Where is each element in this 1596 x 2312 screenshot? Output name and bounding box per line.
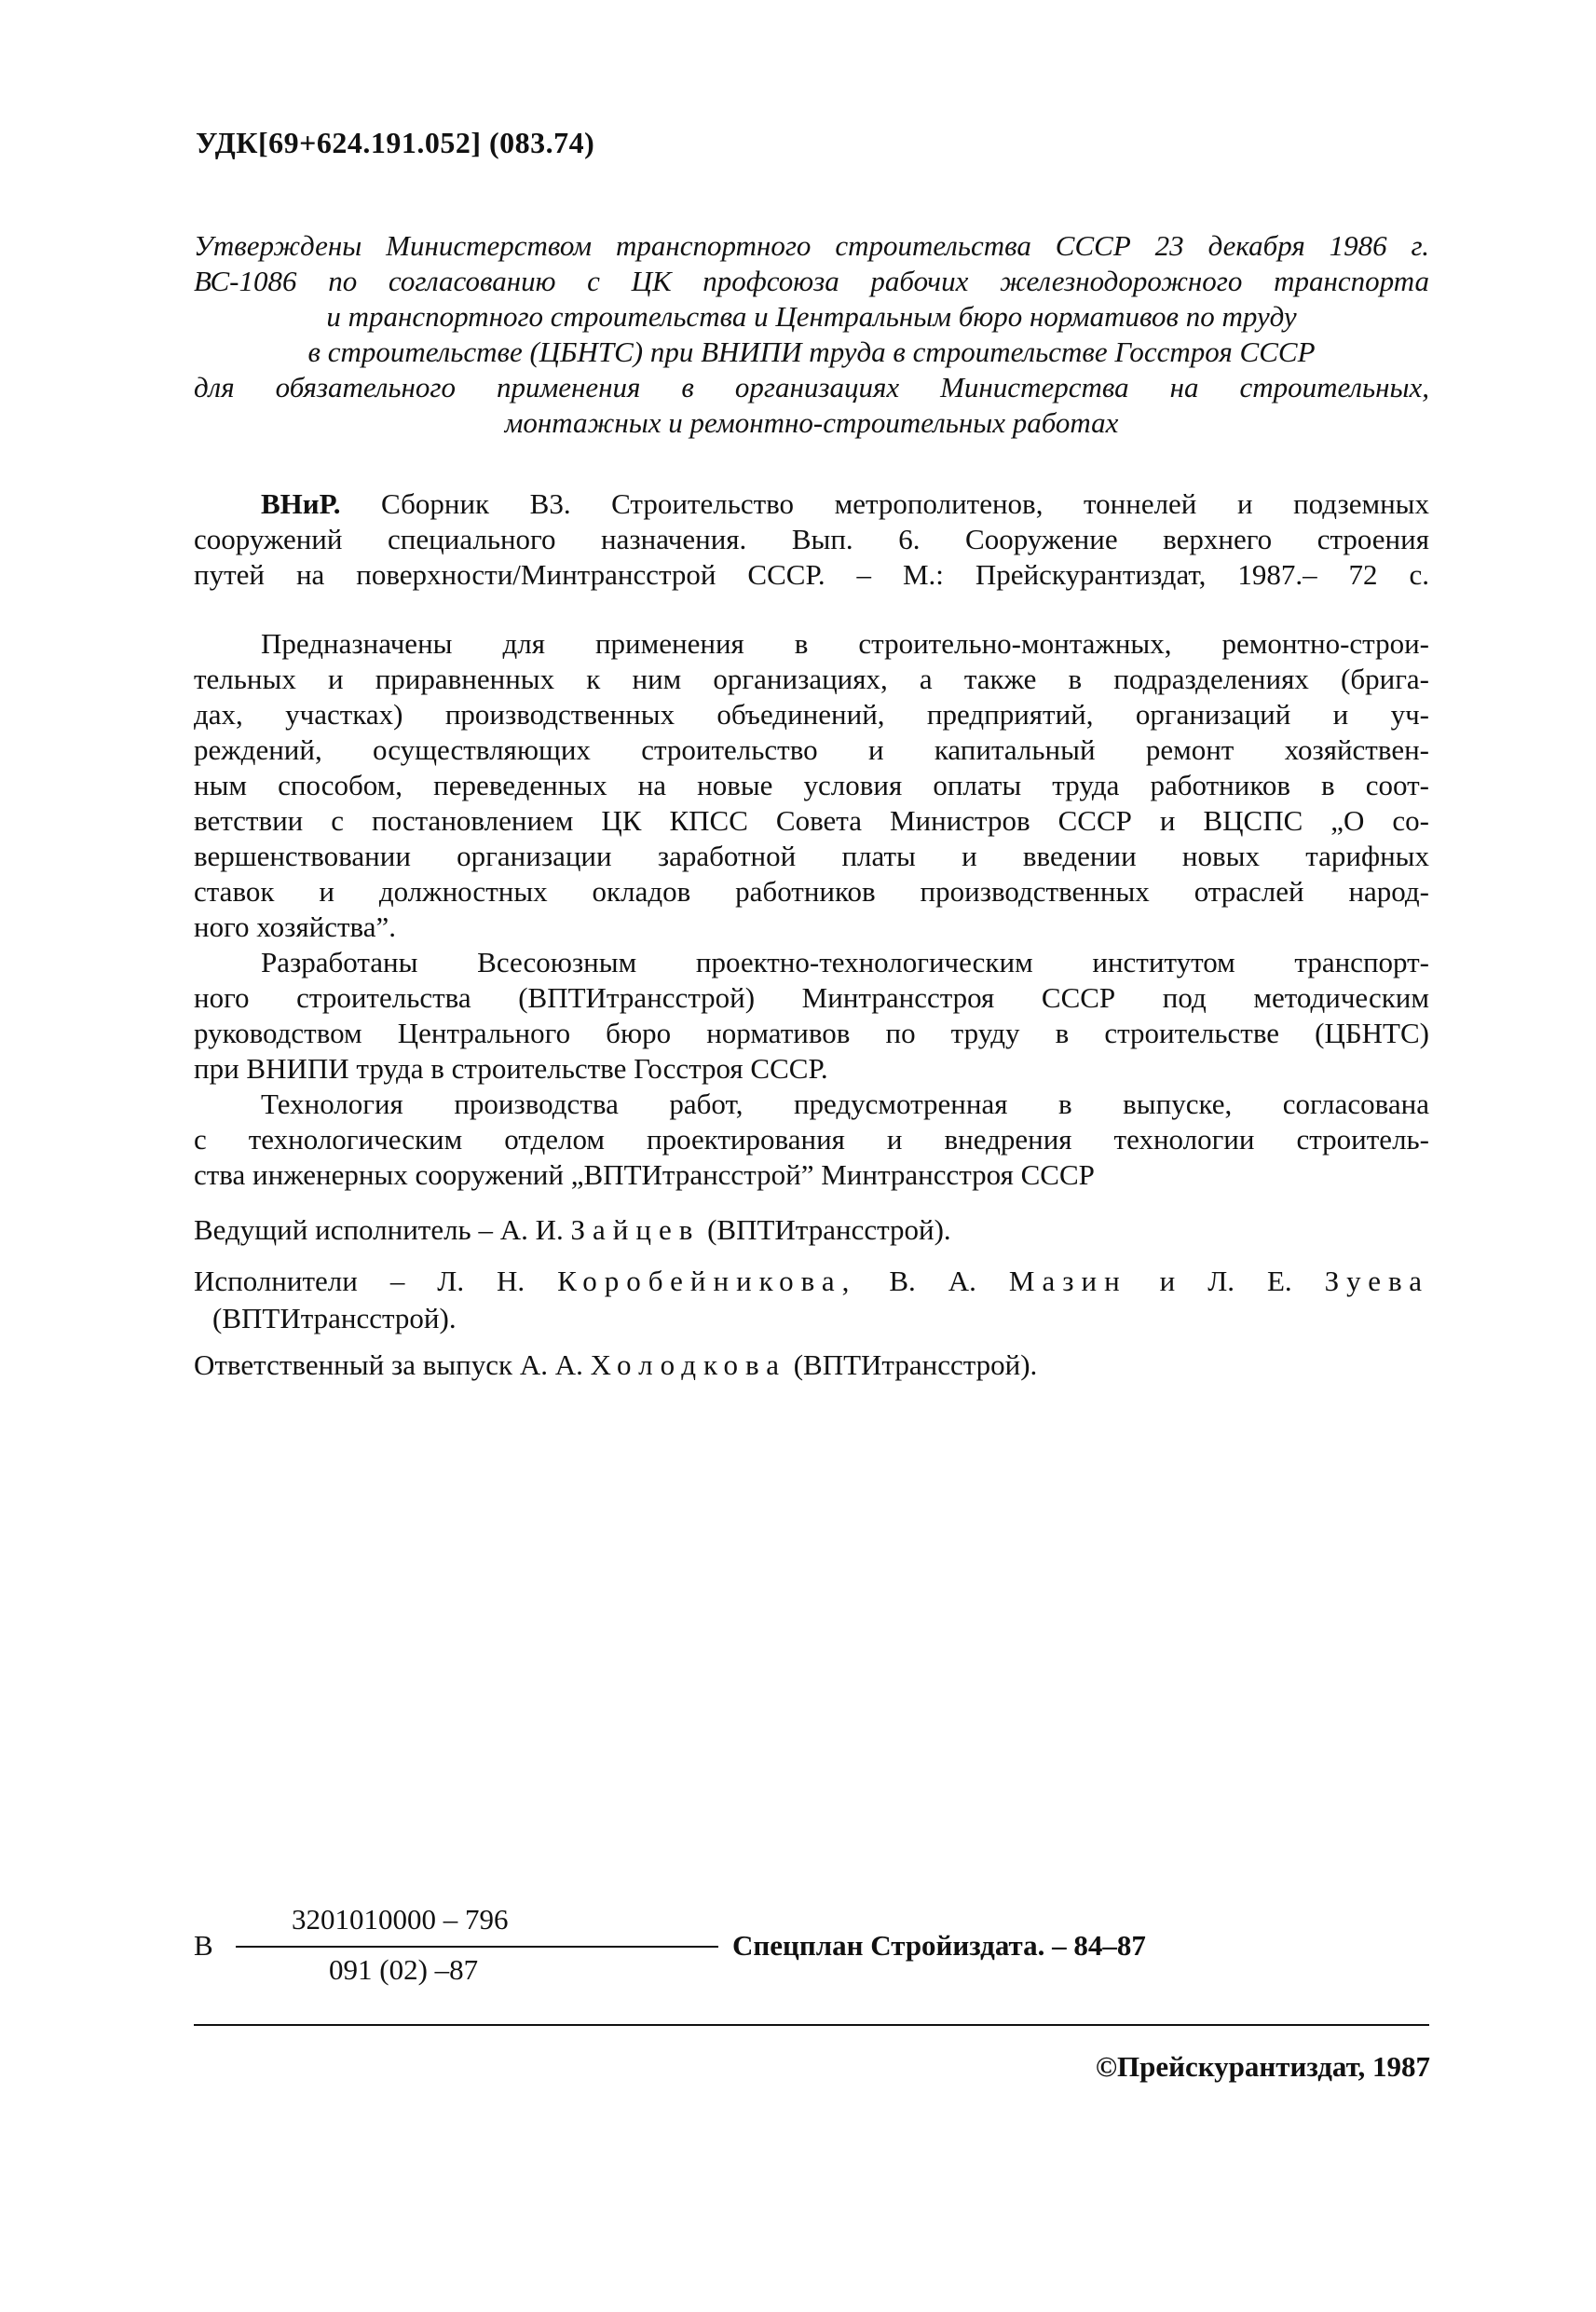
paragraph-line: с технологическим отделом проектирования и внедрения технологии строитель- — [194, 1123, 1429, 1156]
paragraph-line: Технология производства работ, предусмотренная в выпуске, согласована — [261, 1088, 1429, 1120]
paragraph-line: Разработаны Всесоюзным проектно-технологическим институтом транспорт- — [261, 946, 1429, 978]
credit-prefix: Ответственный за выпуск А. А. — [194, 1348, 591, 1381]
approval-line: в строительстве (ЦБНТС) при ВНИПИ труда в строительстве Госстроя СССР — [307, 335, 1316, 368]
catalog-denominator: 091 (02) –87 — [329, 1953, 479, 1986]
credit-initials: В. А. — [856, 1265, 1009, 1297]
catalog-letter: В — [194, 1929, 213, 1962]
person-name: Зуева — [1324, 1265, 1429, 1297]
approval-statement — [194, 228, 1429, 441]
person-name: Мазин — [1008, 1265, 1127, 1297]
paragraph-line: ства инженерных сооружений „ВПТИтрансстрой” Минтрансстроя СССР — [194, 1158, 1095, 1191]
paragraph-line: дах, участках) производственных объединений, предприятий, организаций и уч- — [194, 698, 1429, 731]
credit-line — [194, 1347, 1429, 1384]
footer-divider — [194, 2024, 1429, 2026]
person-name: Коробейникова, — [557, 1265, 857, 1297]
credit-line — [194, 1211, 1429, 1249]
credit-org: (ВПТИтрансстрой). — [212, 1302, 457, 1334]
bib-line: путей на поверхности/Минтрансстрой СССР. – М.: Прейскурантиздат, 1987.– 72 с. — [194, 558, 1429, 591]
person-name: Зайцев — [570, 1213, 701, 1246]
bibliographic-record — [194, 486, 1429, 593]
bib-lead: ВНиР. — [261, 487, 341, 520]
publishing-plan: Спецплан Стройиздата. – 84–87 — [732, 1929, 1146, 1962]
credit-org: (ВПТИтрансстрой). — [785, 1348, 1038, 1381]
credit-line — [194, 1263, 1429, 1300]
fraction-bar — [236, 1946, 718, 1948]
bib-line: сооружений специального назначения. Вып. 6. Сооружение верхнего строения — [194, 523, 1429, 555]
catalog-numerator: 3201010000 – 796 — [292, 1903, 509, 1936]
paragraph-line: ставок и должностных окладов работников производственных отраслей народ- — [194, 875, 1429, 908]
description-text — [194, 626, 1429, 1193]
responsible-editor — [194, 1347, 1429, 1384]
paragraph-line: руководством Центрального бюро нормативов по труду в строительстве (ЦБНТС) — [194, 1017, 1429, 1049]
paragraph-line: ного хозяйства”. — [194, 910, 396, 943]
paragraph-line: при ВНИПИ труда в строительстве Госстроя СССР. — [194, 1052, 828, 1085]
paragraph-line: ным способом, переведенных на новые условия оплаты труда работников в соот- — [194, 769, 1429, 801]
credit-prefix: Ведущий исполнитель – А. И. — [194, 1213, 571, 1246]
approval-line: для обязательного применения в организациях Министерства на строительных, — [194, 371, 1429, 404]
credit-initials: и Л. Е. — [1126, 1265, 1325, 1297]
paragraph-line: ного строительства (ВПТИтрансстрой) Минтрансстроя СССР под методическим — [194, 981, 1429, 1014]
copyright-notice: ©Прейскурантиздат, 1987 — [1095, 2050, 1430, 2083]
approval-line: монтажных и ремонтно-строительных работах — [504, 406, 1119, 439]
executors — [194, 1263, 1429, 1337]
approval-line: и транспортного строительства и Центральным бюро нормативов по труду — [326, 300, 1297, 333]
lead-executor — [194, 1211, 1429, 1249]
approval-line: ВС-1086 по согласованию с ЦК профсоюза рабочих железнодорожного транспорта — [194, 265, 1429, 297]
paragraph-line: тельных и приравненных к ним организациях, а также в подразделениях (брига- — [194, 663, 1429, 695]
credit-org: (ВПТИтрансстрой). — [700, 1213, 951, 1246]
approval-line: Утверждены Министерством транспортного строительства СССР 23 декабря 1986 г. — [194, 229, 1429, 262]
credit-prefix: Исполнители – Л. Н. — [194, 1265, 558, 1297]
bib-line — [194, 486, 1429, 522]
paragraph-line: реждений, осуществляющих строительство и капитальный ремонт хозяйствен- — [194, 733, 1429, 766]
paragraph-line: ветствии с постановлением ЦК КПСС Совета Министров СССР и ВЦСПС „О со- — [194, 804, 1429, 837]
catalog-index — [194, 1903, 1146, 1987]
paragraph-line: Предназначены для применения в строительно-монтажных, ремонтно-строи- — [261, 627, 1429, 660]
udk-code: УДК[69+624.191.052] (083.74) — [196, 126, 595, 159]
paragraph-line: вершенствовании организации заработной платы и введении новых тарифных — [194, 840, 1429, 872]
bib-line-text: Сборник В3. Строительство метрополитенов, тоннелей и подземных — [340, 487, 1429, 520]
person-name: Холодкова — [590, 1348, 786, 1381]
